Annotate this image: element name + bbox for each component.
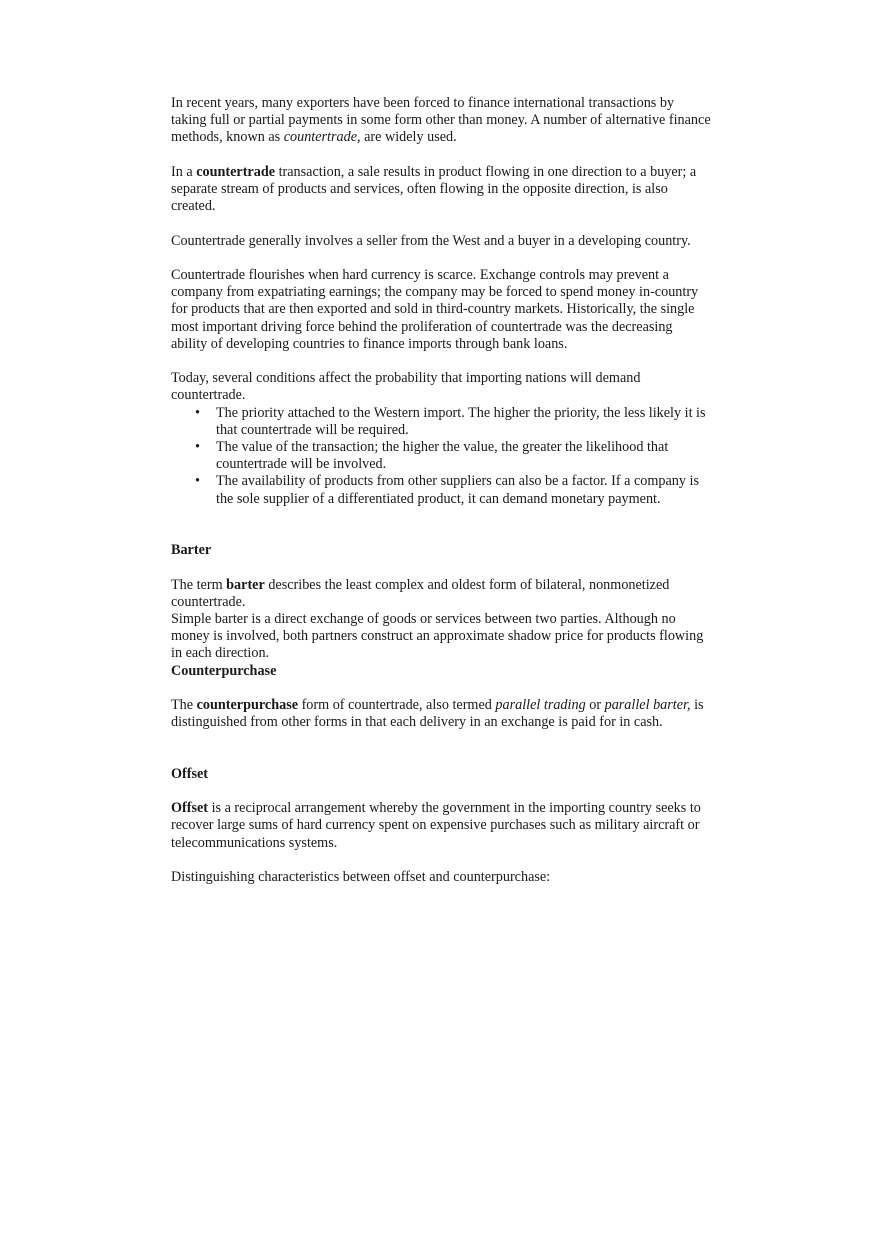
barter-paragraph: The term barter describes the least complex and oldest form of bilateral, nonmonetized countertrade. (171, 576, 670, 610)
list-item: • The value of the transaction; the higher the value, the greater the likelihood that countertrade will be involved. (195, 439, 669, 473)
offset-paragraph: Offset is a reciprocal arrangement whereby the government in the importing country seeks to recover large sums of hard currency spent on expensive purchases such as military aircraft or telecommunications systems. (171, 800, 701, 851)
barter-heading: Barter (171, 542, 212, 559)
document-page (171, 95, 711, 886)
parallel-trading-term: parallel trading (495, 697, 586, 713)
flourishes-paragraph: Countertrade flourishes when hard currency is scarce. Exchange controls may prevent a company from expatriating earnings; the company may be forced to spend money in-country for products that are then exported and sold in third-country markets. Historically, the single most important driving force behind the proliferation of countertrade was the decreasing ability of developing countries to finance imports through bank loans. (171, 266, 699, 352)
counterpurchase-heading: Counterpurchase (171, 662, 277, 679)
conditions-intro: Today, several conditions affect the probability that importing nations will demand countertrade. (171, 370, 641, 404)
conditions-list (171, 405, 711, 508)
list-item: • The availability of products from other suppliers can also be a factor. If a company is the sole supplier of a differentiated product, it can demand monetary payment. (195, 473, 700, 507)
list-item: • The priority attached to the Western import. The higher the priority, the less likely it is that countertrade will be required. (195, 404, 706, 438)
offset-heading: Offset (171, 765, 209, 782)
parties-paragraph: Countertrade generally involves a seller from the West and a buyer in a developing country. (171, 232, 691, 249)
countertrade-bold-term: countertrade (196, 163, 276, 180)
intro-paragraph: In recent years, many exporters have been forced to finance international transactions by taking full or partial payments in some form other than money. A number of alternative finance methods, known as countertrade, are widely used. (171, 95, 711, 146)
definition-paragraph: In a countertrade transaction, a sale results in product flowing in one direction to a buyer; a separate stream of products and services, often flowing in the opposite direction, is also created. (171, 163, 697, 215)
offset-closing-paragraph: Distinguishing characteristics between offset and counterpurchase: (171, 868, 551, 885)
bullet-icon: • (195, 473, 200, 490)
counterpurchase-bold-term: counterpurchase (196, 697, 299, 713)
bullet-icon: • (195, 404, 200, 421)
offset-bold-term: Offset (171, 800, 209, 817)
countertrade-term: countertrade, (283, 129, 361, 146)
counterpurchase-paragraph: The counterpurchase form of countertrade, also termed parallel trading or parallel barter, is distinguished from other forms in that each delivery in an exchange is paid for in cash. (171, 697, 704, 731)
bullet-icon: • (195, 439, 200, 455)
barter-bold-term: barter (226, 576, 265, 593)
simple-barter-paragraph: Simple barter is a direct exchange of goods or services between two parties. Although no money is involved, both partners construct an approximate shadow price for products flowing in each direction. (171, 611, 704, 662)
parallel-barter-term: parallel barter, (604, 697, 691, 713)
